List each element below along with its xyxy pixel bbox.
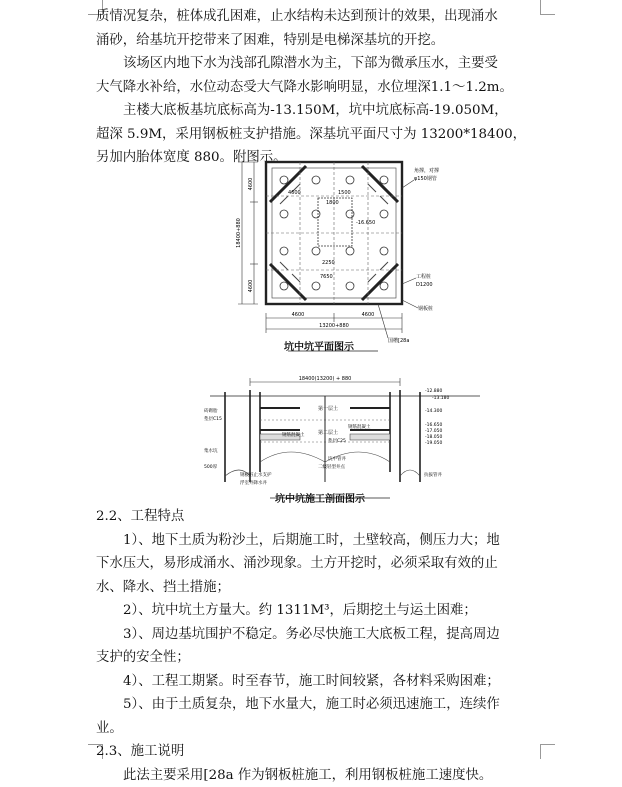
layer-2: 第二层土 xyxy=(318,429,338,436)
dim-inner-5: 1800 xyxy=(326,200,339,206)
dim-left-a: 4600 xyxy=(248,178,254,191)
section-heading: 2.3、施工说明 xyxy=(96,740,536,764)
text-line: 支护的安全性； xyxy=(96,646,536,670)
elev-4: -16.650 xyxy=(425,422,443,428)
label-left-2: 垫层C15 xyxy=(204,415,222,422)
elev-6: -18.050 xyxy=(425,434,443,440)
label-brace-sub: φ150钢管 xyxy=(414,175,437,182)
elev-2: -13.180 xyxy=(432,395,450,401)
section-caption: 坑中坑施工剖面图示 xyxy=(275,490,365,505)
label-mid-2: 垫层C25 xyxy=(328,437,346,444)
top-paragraphs xyxy=(96,5,536,170)
text-line: 质情况复杂，桩体成孔困难，止水结构未达到预计的效果，出现涌水 xyxy=(96,5,536,29)
dim-inner-4: 7650 xyxy=(320,274,333,280)
text-line: 3）、周边基坑围护不稳定。务必尽快施工大底板工程，提高周边 xyxy=(96,623,536,647)
plan-figure xyxy=(228,158,448,358)
crop-mark-bottom-right xyxy=(540,744,555,759)
label-pile: 工程桩 xyxy=(416,273,431,280)
plan-drawing xyxy=(228,158,448,358)
label-sheet: 钢板桩 xyxy=(418,305,433,312)
text-line: 此法主要采用[28a 作为钢板桩施工，利用钢板桩施工速度快。 xyxy=(96,764,536,787)
dim-inner-2: 1500 xyxy=(338,190,351,196)
label-left-4: 二级轻型井点 xyxy=(318,463,345,470)
dim-left: 18400+880 xyxy=(236,218,242,248)
text-line: 5）、由于土质复杂，地下水量大，施工时必须迅速施工，连续作 xyxy=(96,693,536,717)
label-mid-3: 钢筋混凝土 xyxy=(348,423,371,430)
dim-inner-3: 2250 xyxy=(322,260,335,266)
text-line: 主楼大底板基坑底标高为-13.150M，坑中坑底标高-19.050M， xyxy=(96,99,536,123)
text-line: 4）、工程工期紧。时至春节，施工时间较紧，各材料采购困难； xyxy=(96,670,536,694)
section-2-2 xyxy=(96,505,536,787)
text-line: 涌砂，给基坑开挖带来了困难，特别是电梯深基坑的开挖。 xyxy=(96,29,536,53)
label-channel: 国槽[28a xyxy=(388,337,409,344)
label-right: 抗拔管井 xyxy=(424,471,442,478)
text-line: 下水压大，易形成涌水、涌沙现象。土方开挖时，必须采取有效的止 xyxy=(96,552,536,576)
elev-5: -17.050 xyxy=(425,428,443,434)
layer-1: 第一层土 xyxy=(318,405,338,412)
text-line: 另加内胎体宽度 880。附图示。 xyxy=(96,146,536,170)
label-mid-1: 钢筋混凝土 xyxy=(282,431,305,438)
elev-1: -12.880 xyxy=(425,388,443,394)
section-heading: 2.2、工程特点 xyxy=(96,505,536,529)
label-left-6: 集水坑 xyxy=(204,447,218,454)
label-elevation: -16.650 xyxy=(356,220,375,226)
dim-inner-1: 4600 xyxy=(288,190,301,196)
crop-mark-top-right xyxy=(540,0,555,15)
dim-bottom: 13200+880 xyxy=(319,323,349,329)
text-line: 2）、坑中坑土方量大。约 1311M³，后期挖土与运土困难； xyxy=(96,599,536,623)
label-left-5: 浮室外降水井 xyxy=(240,479,267,486)
elev-3: -14.300 xyxy=(425,408,443,414)
text-line: 超深 5.9M，采用钢板桩支护措施。深基坑平面尺寸为 13200*18400， xyxy=(96,123,536,147)
section-drawing xyxy=(200,372,490,502)
plan-caption: 坑中坑平面图示 xyxy=(284,338,354,353)
text-line: 水、降水、挡土措施； xyxy=(96,576,536,600)
label-left-3: 钢板桩止水支护 xyxy=(240,471,272,478)
dim-bottom-a: 4600 xyxy=(292,312,305,318)
text-line: 大气降水补给，水位动态受大气降水影响明显，水位埋深1.1～1.2m。 xyxy=(96,76,536,100)
elev-7: -19.050 xyxy=(425,440,443,446)
label-mid-4: 坑中管井 xyxy=(328,455,346,462)
text-line: 业。 xyxy=(96,717,536,741)
label-left-7: 500厚 xyxy=(204,463,218,470)
label-left-1: 砖砌胎 xyxy=(204,407,218,414)
section-dim-top-text: 18400(13200) + 880 xyxy=(299,376,352,382)
text-line: 该场区内地下水为浅部孔隙潜水为主，下部为微承压水，主要受 xyxy=(96,52,536,76)
text-line: 1）、地下土质为粉沙土，后期施工时，土壁较高，侧压力大；地 xyxy=(96,529,536,553)
dim-bottom-b: 4600 xyxy=(362,312,375,318)
dim-left-b: 4600 xyxy=(248,280,254,293)
label-pile-sub: D1200 xyxy=(416,282,433,288)
label-brace: 角撑，对撑 xyxy=(414,167,439,174)
section-figure xyxy=(200,372,490,502)
